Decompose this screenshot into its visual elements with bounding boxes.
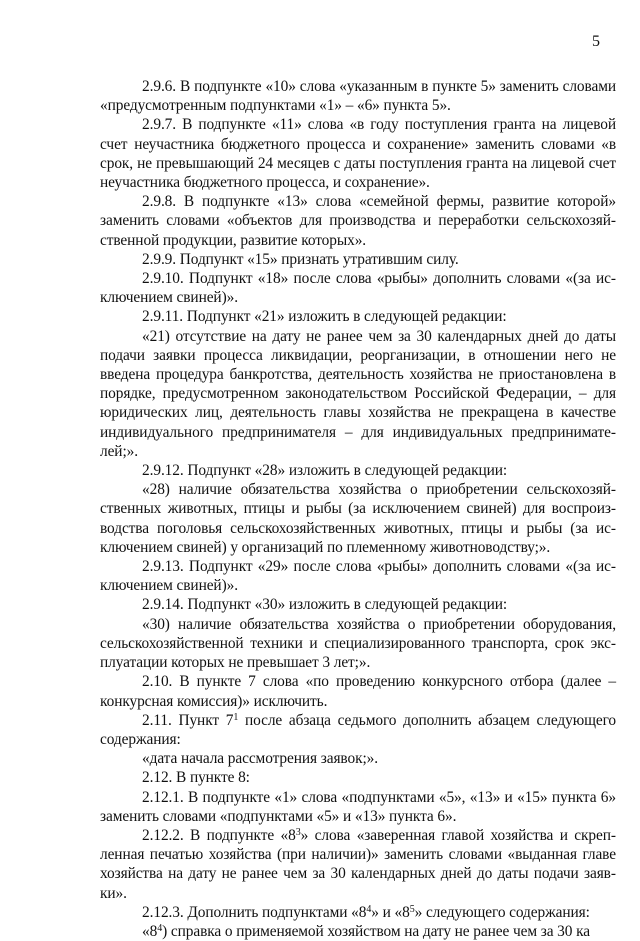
paragraph — [100, 192, 616, 250]
text-run: 2.12. В пункте 8: — [142, 769, 250, 787]
page-number: 5 — [592, 33, 600, 50]
paragraph — [100, 461, 616, 480]
text-run: 2.9.14. Подпункт «30» изложить в следующей редакции: — [142, 596, 508, 614]
text-run: «30) наличие обязательства хозяйства о приобретении оборудования, сельскохозяйственной техники и специализированного транспорта, срок эксплуатации которых не превышает 3 лет;». — [100, 615, 616, 672]
paragraph — [100, 480, 616, 557]
text-run: ) справка о применяемой хозяйством на дату не ранее чем за 30 ка — [162, 922, 590, 940]
paragraph — [100, 903, 616, 922]
superscript: 5 — [409, 903, 415, 915]
text-run: «28) наличие обязательства хозяйства о приобретении сельскохозяйственных животных, птицы и рыбы (за исключением свиней) для воспроизводства поголовья сельскохозяйственных животных, птицы и рыбы (за исключением свиней) у организаций по племенному животноводству;». — [100, 481, 616, 556]
text-run: 2.12.3. Дополнить подпунктами «8 — [142, 903, 367, 921]
text-run: 2.9.8. В подпункте «13» слова «семейной фермы, развитие которой» заменить словами «объектов для производства и переработки сельскохозяйственной продукции, развитие которых». — [100, 193, 616, 249]
text-run: «8 — [142, 922, 158, 940]
paragraph — [100, 711, 616, 749]
text-run: » слова «заверенная главой хозяйства и скрепленная печатью хозяйства (при наличии)» заменить словами «выданная главе хозяйства на дату не ранее чем за 30 календарных дней до даты подачи заявки». — [100, 826, 616, 902]
document-body — [100, 77, 616, 941]
text-run: «21) отсутствие на дату не ранее чем за 30 календарных дней до даты подачи заявки процесса ликвидации, реорганизации, в отношении него не введена процедура банкротства, деятельность хозяйства не приостановлена в порядке, предусмотренном законодательством Российской Федерации, – для юридических лиц, деятельность главы хозяйства не прекращена в качестве индивидуального предпринимателя – для индивидуальных предпринимателей;». — [100, 327, 616, 460]
paragraph — [100, 77, 616, 115]
paragraph — [100, 672, 616, 710]
paragraph — [100, 307, 616, 326]
paragraph — [100, 826, 616, 903]
paragraph — [100, 922, 616, 941]
paragraph — [100, 615, 616, 673]
paragraph — [100, 269, 616, 307]
text-run: 2.12.1. В подпункте «1» слова «подпунктами «5», «13» и «15» пункта 6» заменить словами «подпунктами «5» и «13» пункта 6». — [100, 788, 616, 825]
superscript: 3 — [295, 826, 301, 838]
text-run: 2.9.12. Подпункт «28» изложить в следующей редакции: — [142, 462, 508, 480]
paragraph — [100, 327, 616, 461]
paragraph — [100, 115, 616, 192]
text-run: 2.9.11. Подпункт «21» изложить в следующей редакции: — [142, 308, 507, 326]
text-run: после абзаца седьмого дополнить абзацем следующего содержания: — [100, 711, 616, 748]
text-run: 2.9.9. Подпункт «15» признать утратившим силу. — [142, 250, 459, 268]
paragraph — [100, 749, 616, 768]
text-run: 2.9.10. Подпункт «18» после слова «рыбы» дополнить словами «(за исключением свиней)». — [100, 270, 616, 307]
text-run: 2.9.6. В подпункте «10» слова «указанным в пункте 5» заменить словами «предусмотренным подпунктами «1» – «6» пункта 5». — [100, 78, 616, 115]
text-run: 2.11. Пункт 7 — [142, 711, 234, 729]
text-run: 2.10. В пункте 7 слова «по проведению конкурсного отбора (далее – конкурсная комиссия)» исключить. — [100, 673, 616, 710]
text-run: » следующего содержания: — [414, 903, 590, 921]
superscript: 1 — [233, 711, 239, 723]
paragraph — [100, 557, 616, 595]
text-run: » и «8 — [371, 903, 410, 921]
superscript: 4 — [157, 922, 163, 934]
paragraph — [100, 768, 616, 787]
text-run: 2.9.13. Подпункт «29» после слова «рыбы» дополнить словами «(за исключением свиней)». — [100, 558, 616, 595]
paragraph — [100, 788, 616, 826]
superscript: 4 — [366, 903, 372, 915]
text-run: «дата начала рассмотрения заявок;». — [142, 750, 378, 768]
paragraph — [100, 595, 616, 614]
paragraph — [100, 250, 616, 269]
text-run: 2.12.2. В подпункте «8 — [142, 826, 296, 844]
text-run: 2.9.7. В подпункте «11» слова «в году поступления гранта на лицевой счет неучастника бюджетного процесса и сохранение» заменить словами «в срок, не превышающий 24 месяцев с даты поступления гранта на лицевой счет неучастника бюджетного процесса, и сохранение». — [100, 116, 616, 192]
